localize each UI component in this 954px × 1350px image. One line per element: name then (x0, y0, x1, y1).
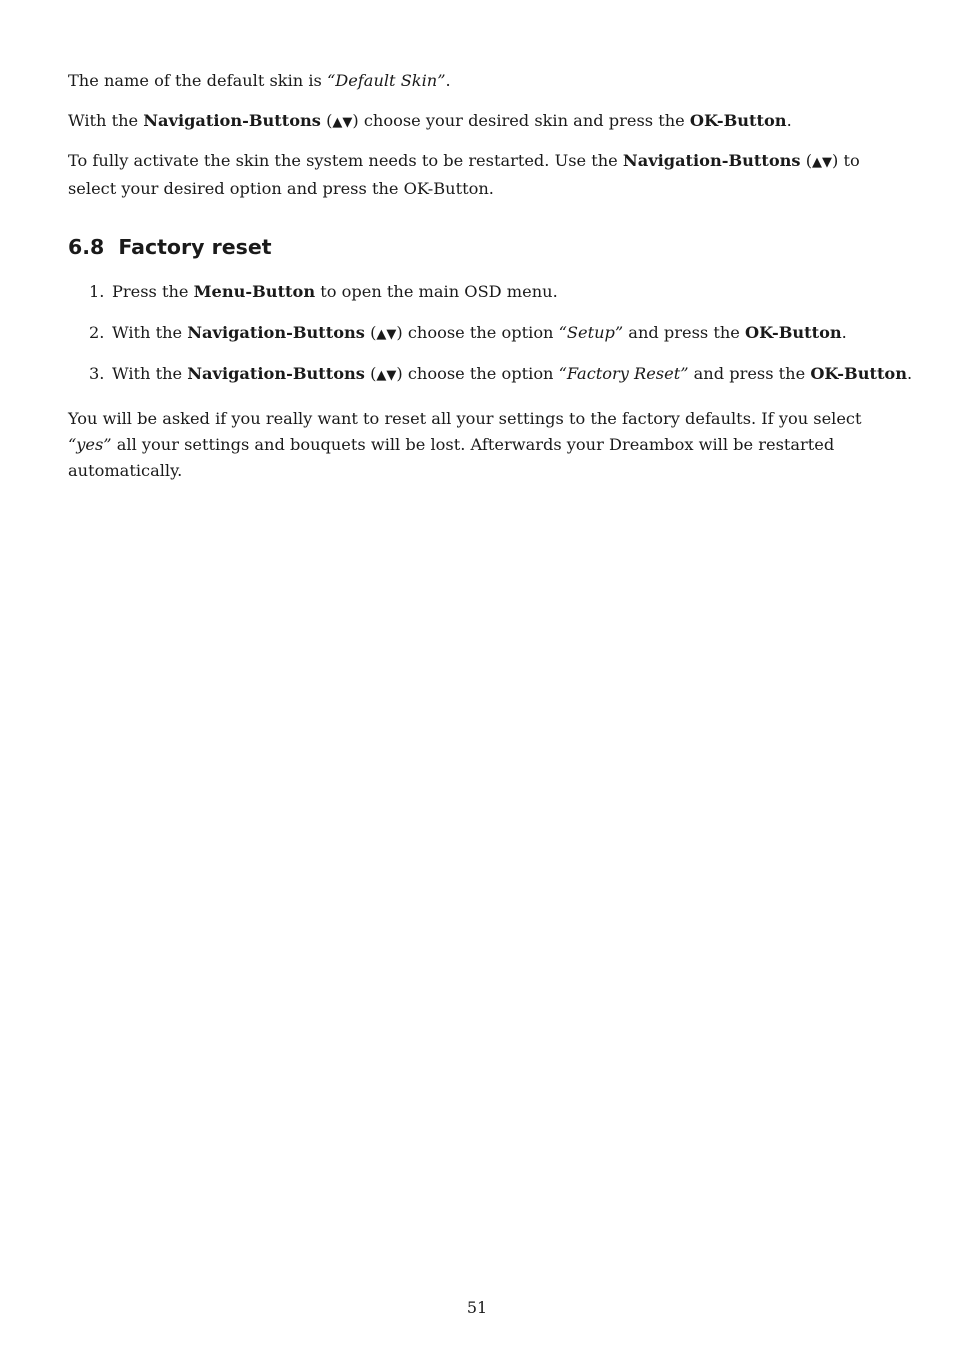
restart-paragraph (68, 148, 888, 202)
up-down-arrows-icon: ▲▼ (332, 115, 353, 130)
skin-name: “Default Skin” (326, 71, 446, 90)
list-item-text (112, 320, 847, 348)
section-heading (68, 232, 272, 262)
text-span: all your settings and bouquets will be lost. Afterwards your Dreambox will be restarted automatically. (68, 435, 835, 480)
text-span: and press the (688, 364, 811, 383)
navigation-buttons-term: Navigation-Buttons (622, 151, 801, 170)
navigation-buttons-term: Navigation-Buttons (143, 111, 321, 130)
list-marker: 1. (89, 282, 105, 301)
text-span: to open the main OSD menu. (315, 282, 558, 301)
text-span: ) choose the option (396, 364, 559, 383)
up-down-arrows-icon: ▲▼ (376, 327, 397, 342)
text-span: . (907, 364, 913, 383)
default-skin-paragraph (68, 68, 888, 94)
text-span: . (841, 323, 847, 342)
reset-warning-paragraph (68, 406, 888, 484)
yes-option: “yes” (68, 435, 112, 454)
text-span: and press the (623, 323, 745, 342)
list-marker: 3. (89, 364, 105, 383)
text-span: ) to select your desired option and press the OK-Button. (68, 151, 860, 198)
choose-skin-paragraph (68, 108, 888, 136)
page-number: 51 (466, 1298, 488, 1317)
list-item-text (112, 361, 912, 389)
text-span: ( (364, 364, 377, 383)
text-span: . (445, 71, 451, 90)
text-span: With the (68, 111, 144, 130)
option-name: “Factory Reset” (558, 364, 689, 383)
option-name: “Setup” (558, 323, 624, 342)
menu-button-term: Menu-Button (193, 282, 316, 301)
navigation-buttons-term: Navigation-Buttons (187, 323, 365, 342)
text-span: ( (364, 323, 377, 342)
text-span: ( (320, 111, 333, 130)
section-number: 6.8 (68, 235, 105, 259)
ok-button-term: OK-Button (810, 364, 907, 383)
up-down-arrows-icon: ▲▼ (376, 368, 397, 383)
ok-button-term: OK-Button (744, 323, 842, 342)
section-title: Factory reset (118, 235, 272, 259)
text-span: You will be asked if you really want to reset all your settings to the factory defaults. If you select (68, 409, 862, 428)
text-span: The name of the default skin is (68, 71, 327, 90)
text-span: ) choose your desired skin and press the (352, 111, 690, 130)
up-down-arrows-icon: ▲▼ (812, 155, 833, 170)
list-marker: 2. (89, 323, 105, 342)
text-span: Press the (112, 282, 194, 301)
list-item-text (112, 279, 558, 305)
text-span: ( (800, 151, 813, 170)
text-span: ) choose the option (396, 323, 559, 342)
text-span: . (786, 111, 792, 130)
text-span: With the (112, 323, 188, 342)
ok-button-term: OK-Button (689, 111, 787, 130)
navigation-buttons-term: Navigation-Buttons (187, 364, 365, 383)
text-span: With the (112, 364, 188, 383)
text-span: To fully activate the skin the system needs to be restarted. Use the (68, 151, 623, 170)
